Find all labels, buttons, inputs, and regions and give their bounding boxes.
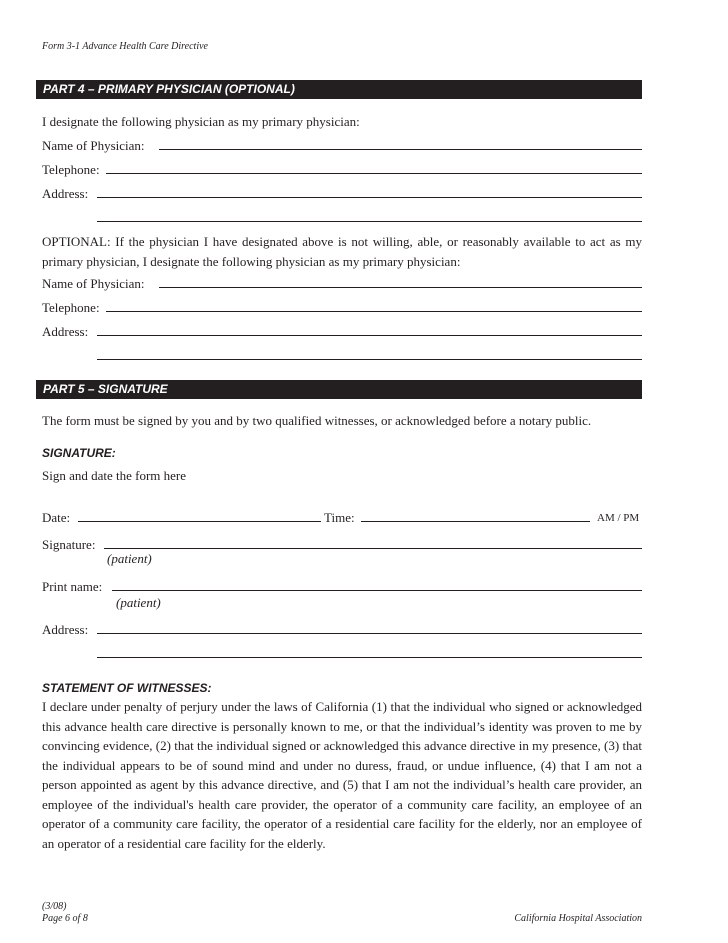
page-number: Page 6 of 8 (42, 913, 88, 924)
witness-statement-heading: STATEMENT OF WITNESSES: (42, 681, 212, 695)
am-pm-indicator: AM / PM (597, 512, 640, 524)
alt-physician-address-field-line2[interactable] (97, 359, 642, 360)
part5-heading: PART 5 – SIGNATURE (36, 380, 642, 399)
part4-heading: PART 4 – PRIMARY PHYSICIAN (OPTIONAL) (36, 80, 642, 99)
physician-name-field[interactable] (159, 149, 642, 150)
alt-physician-telephone-field[interactable] (106, 311, 642, 312)
organization-name: California Hospital Association (514, 913, 642, 924)
signature-instructions: The form must be signed by you and by two qualified witnesses, or acknowledged before a notary public. (42, 413, 592, 428)
physician-address-field[interactable] (97, 197, 642, 198)
print-name-field[interactable] (112, 590, 642, 591)
physician-address-field-line2[interactable] (97, 221, 642, 222)
signature-label: Signature: (42, 537, 96, 552)
physician-address-label: Address: (42, 186, 89, 201)
signature-patient-note: (patient) (107, 551, 152, 566)
physician-telephone-field[interactable] (106, 173, 642, 174)
optional-physician-text: OPTIONAL: If the physician I have designated above is not willing, able, or reasonably available to act as my primary physician, I designate the following physician as my primary physician: (42, 234, 642, 269)
time-field[interactable] (361, 521, 590, 522)
date-field[interactable] (78, 521, 321, 522)
print-name-patient-note: (patient) (116, 595, 161, 610)
alt-physician-address-label: Address: (42, 324, 89, 339)
revision-date: (3/08) (42, 901, 67, 912)
time-label: Time: (324, 510, 355, 525)
sign-date-instruction: Sign and date the form here (42, 468, 187, 483)
physician-name-label: Name of Physician: (42, 138, 145, 153)
signature-heading: SIGNATURE: (42, 446, 116, 460)
physician-telephone-label: Telephone: (42, 162, 100, 177)
alt-physician-telephone-label: Telephone: (42, 300, 100, 315)
date-label: Date: (42, 510, 71, 525)
alt-physician-name-field[interactable] (159, 287, 642, 288)
signer-address-field-line2[interactable] (97, 657, 642, 658)
print-name-label: Print name: (42, 579, 103, 594)
signature-field[interactable] (104, 548, 642, 549)
form-title-header: Form 3-1 Advance Health Care Directive (42, 41, 208, 52)
alt-physician-address-field[interactable] (97, 335, 642, 336)
witness-statement-text: I declare under penalty of perjury under the laws of California (1) that the individual who signed or acknowledged this advance health care directive is personally known to me, or that the individual’s identity was proven to me by convincing evidence, (2) that the individual signed or acknowledged this advance directive in my presence, (3) that the individual appears to be of sound mind and under no duress, fraud, or undue influence, (4) that I am not a person appointed as agent by this advance directive, and (5) that I am not the individual’s health care provider, an employee of the individual's health care provider, the operator of a community care facility, an employee of an operator of a community care facility, the operator of a residential care facility for the elderly, nor an employee of an operator of a residential care facility for the elderly. (42, 699, 642, 851)
signer-address-field[interactable] (97, 633, 642, 634)
alt-physician-name-label: Name of Physician: (42, 276, 145, 291)
signer-address-label: Address: (42, 622, 89, 637)
part4-intro: I designate the following physician as my primary physician: (42, 114, 360, 129)
